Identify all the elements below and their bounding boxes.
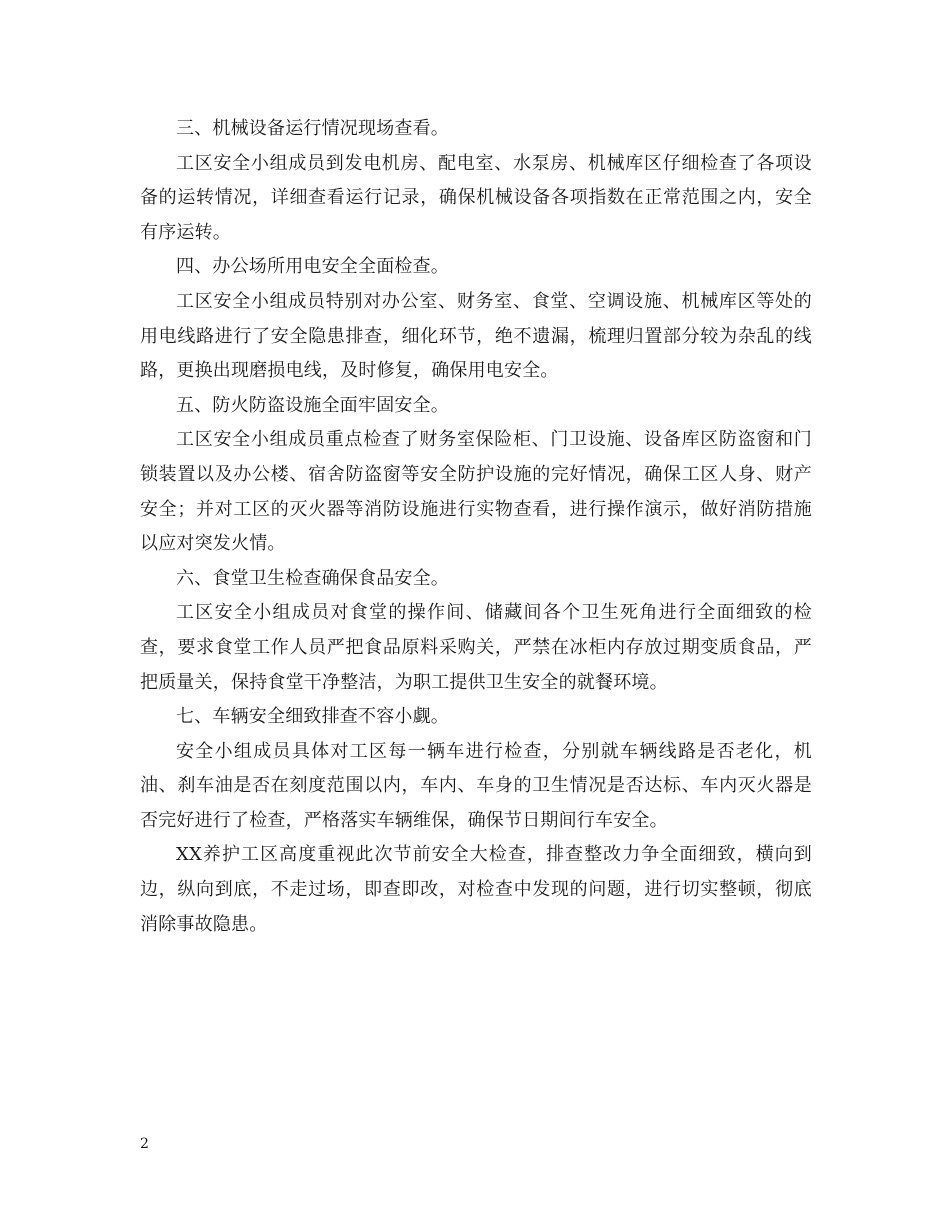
section-heading-4: 四、办公场所用电安全全面检查。 xyxy=(176,256,449,278)
body-paragraph: 安全小组成员具体对工区每一辆车进行检查，分别就车辆线路是否老化，机油、刹车油是否在刻度范围以内，车内、车身的卫生情况是否达标、车内灭火器是否完好进行了检查，严格落实车辆维保，确保节日期间行车安全。 xyxy=(140,740,812,831)
section-heading-3: 三、机械设备运行情况现场查看。 xyxy=(176,118,449,139)
document-body xyxy=(140,112,812,942)
body-paragraph: 工区安全小组成员对食堂的操作间、储藏间各个卫生死角进行全面细致的检查，要求食堂工作人员严把食品原料采购关，严禁在冰柜内存放过期变质食品，严把质量关，保持食堂干净整洁，为职工提供卫生安全的就餐环境。 xyxy=(140,602,812,693)
body-paragraph: 工区安全小组成员到发电机房、配电室、水泵房、机械库区仔细检查了各项设备的运转情况，详细查看运行记录，确保机械设备各项指数在正常范围之内，安全有序运转。 xyxy=(140,152,812,243)
page-number: 2 xyxy=(140,1136,149,1152)
body-paragraph: 工区安全小组成员特别对办公室、财务室、食堂、空调设施、机械库区等处的用电线路进行了安全隐患排查，细化环节，绝不遗漏，梳理归置部分较为杂乱的线路，更换出现磨损电线，及时修复，确保用电安全。 xyxy=(140,290,812,382)
section-heading-5: 五、防火防盗设施全面牢固安全。 xyxy=(176,394,449,416)
section-heading-6: 六、食堂卫生检查确保食品安全。 xyxy=(176,567,449,589)
section-heading-7: 七、车辆安全细致排查不容小觑。 xyxy=(176,706,449,728)
closing-paragraph: XX养护工区高度重视此次节前安全大检查，排查整改力争全面细致，横向到边，纵向到底，不走过场，即查即改，对检查中发现的问题，进行切实整顿，彻底消除事故隐患。 xyxy=(140,844,812,935)
body-paragraph: 工区安全小组成员重点检查了财务室保险柜、门卫设施、设备库区防盗窗和门锁装置以及办公楼、宿舍防盗窗等安全防护设施的完好情况，确保工区人身、财产安全；并对工区的灭火器等消防设施进行实物查看，进行操作演示，做好消防措施以应对突发火情。 xyxy=(140,429,812,555)
